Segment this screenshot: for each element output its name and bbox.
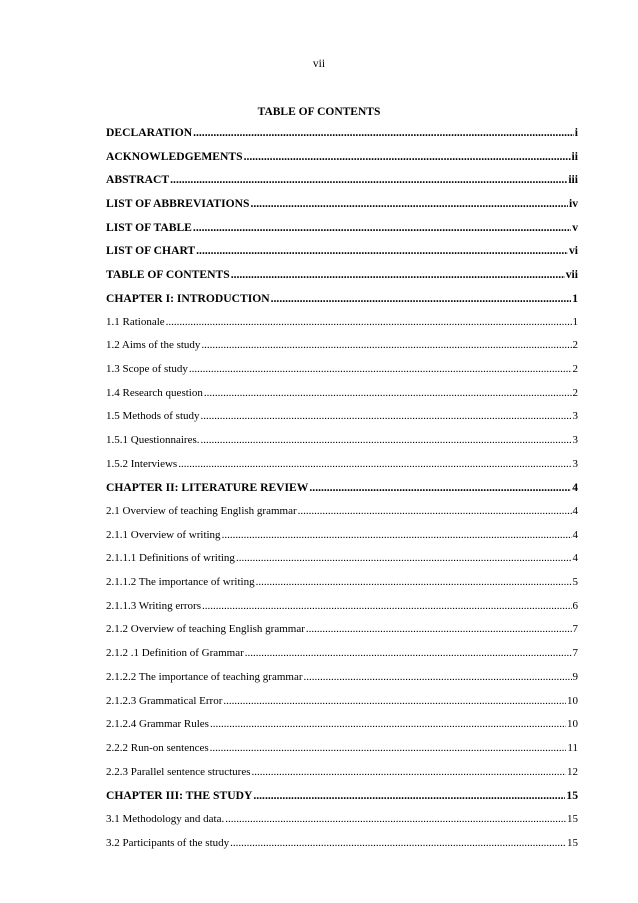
toc-entry-label: CHAPTER II: LITERATURE REVIEW xyxy=(106,481,309,495)
toc-entry-page-number: 4 xyxy=(572,505,578,517)
toc-entry-page-number: vii xyxy=(565,268,578,282)
toc-entry-page-number: 1 xyxy=(572,291,578,305)
toc-entry-label: 2.2.3 Parallel sentence structures xyxy=(106,765,251,778)
toc-entry-page-number: 10 xyxy=(567,694,578,707)
toc-entry xyxy=(106,642,578,666)
toc-entry-page-number: 2 xyxy=(572,362,578,375)
toc-entry xyxy=(106,784,578,808)
dot-leader xyxy=(245,642,572,666)
toc-entry-page-number: 2 xyxy=(572,339,578,352)
toc-entry xyxy=(106,382,578,406)
dot-leader xyxy=(256,571,572,595)
toc-entry-label: 2.1.2.3 Grammatical Error xyxy=(106,694,223,707)
toc-entry xyxy=(106,476,578,500)
dot-leader xyxy=(251,761,566,785)
dot-leader xyxy=(178,453,571,477)
toc-entry xyxy=(106,121,578,145)
toc-entry-page-number: 9 xyxy=(572,670,578,683)
toc-entry-label: CHAPTER I: INTRODUCTION xyxy=(106,291,270,305)
toc-entry xyxy=(106,500,578,524)
toc-entry-label: ABSTRACT xyxy=(106,173,170,187)
toc-entry-page-number: 6 xyxy=(572,599,578,612)
toc-entry xyxy=(106,524,578,548)
toc-entry-label: 2.1.1.3 Writing errors xyxy=(106,599,201,612)
toc-entry xyxy=(106,595,578,619)
dot-leader xyxy=(201,405,572,429)
toc-entry xyxy=(106,216,578,240)
dot-leader xyxy=(201,334,571,358)
toc-entry-label: 1.3 Scope of study xyxy=(106,362,188,375)
toc-entry xyxy=(106,713,578,737)
toc-entry-page-number: 11 xyxy=(567,741,578,754)
toc-entry-page-number: 7 xyxy=(572,647,578,660)
toc-entry-page-number: 10 xyxy=(567,718,578,731)
dot-leader xyxy=(222,524,572,548)
dot-leader xyxy=(223,690,566,714)
dot-leader xyxy=(210,737,567,761)
dot-leader xyxy=(298,500,572,524)
dot-leader xyxy=(309,476,571,500)
toc-entry-page-number: 3 xyxy=(572,433,578,446)
toc-entry xyxy=(106,287,578,311)
toc-entry xyxy=(106,571,578,595)
toc-entry-label: TABLE OF CONTENTS xyxy=(106,268,230,282)
dot-leader xyxy=(196,239,568,263)
toc-entry xyxy=(106,666,578,690)
toc-entry-page-number: 2 xyxy=(572,386,578,399)
toc-entry-page-number: iv xyxy=(568,197,578,211)
toc-entry-page-number: 15 xyxy=(567,812,578,825)
toc-entry-label: 2.1.1.2 The importance of writing xyxy=(106,576,255,589)
toc-entry xyxy=(106,334,578,358)
toc-entry xyxy=(106,429,578,453)
toc-entry-page-number: ii xyxy=(571,149,578,163)
dot-leader xyxy=(210,713,566,737)
toc-entry-label: CHAPTER III: THE STUDY xyxy=(106,789,253,803)
toc-entry xyxy=(106,192,578,216)
toc-entry-label: 3.2 Participants of the study xyxy=(106,836,230,849)
toc-entry xyxy=(106,690,578,714)
dot-leader xyxy=(225,808,566,832)
toc-entry-label: 1.5 Methods of study xyxy=(106,410,200,423)
toc-entry xyxy=(106,311,578,335)
toc-entry-label: LIST OF ABBREVIATIONS xyxy=(106,197,250,211)
toc-entry-page-number: vi xyxy=(568,244,578,258)
table-of-contents-list xyxy=(106,121,578,855)
toc-entry-label: 1.5.1 Questionnaires. xyxy=(106,433,200,446)
toc-entry xyxy=(106,737,578,761)
toc-entry xyxy=(106,453,578,477)
dot-leader xyxy=(306,618,572,642)
toc-entry-label: LIST OF TABLE xyxy=(106,220,192,234)
dot-leader xyxy=(170,168,567,192)
dot-leader xyxy=(236,547,572,571)
toc-entry xyxy=(106,168,578,192)
dot-leader xyxy=(253,784,565,808)
toc-entry-page-number: 3 xyxy=(572,410,578,423)
toc-entry-label: ACKNOWLEDGEMENTS xyxy=(106,149,243,163)
toc-entry-page-number: 4 xyxy=(572,481,578,495)
toc-entry-label: 2.1.2.2 The importance of teaching grammar xyxy=(106,670,303,683)
toc-entry-page-number: 1 xyxy=(572,315,578,328)
dot-leader xyxy=(193,216,571,240)
toc-entry-page-number: 12 xyxy=(567,765,578,778)
toc-entry-page-number: v xyxy=(572,220,578,234)
toc-entry-label: 2.1.1.1 Definitions of writing xyxy=(106,552,235,565)
toc-entry-label: 2.1.2 .1 Definition of Grammar xyxy=(106,647,244,660)
toc-entry xyxy=(106,618,578,642)
toc-entry-label: LIST OF CHART xyxy=(106,244,196,258)
toc-entry xyxy=(106,808,578,832)
toc-entry-label: 2.1.2 Overview of teaching English grammar xyxy=(106,623,305,636)
toc-entry-page-number: i xyxy=(574,126,578,139)
toc-entry-label: 2.2.2 Run-on sentences xyxy=(106,741,209,754)
toc-entry xyxy=(106,263,578,287)
toc-entry-page-number: 4 xyxy=(572,552,578,565)
toc-entry-page-number: 15 xyxy=(566,789,578,803)
toc-entry-label: 1.2 Aims of the study xyxy=(106,339,201,352)
toc-entry xyxy=(106,832,578,856)
toc-entry-label: 2.1 Overview of teaching English grammar xyxy=(106,505,297,517)
dot-leader xyxy=(189,358,572,382)
toc-entry xyxy=(106,239,578,263)
page-title: TABLE OF CONTENTS xyxy=(257,106,381,118)
dot-leader xyxy=(271,287,572,311)
toc-entry-page-number: 4 xyxy=(572,528,578,541)
toc-entry-label: 2.1.1 Overview of writing xyxy=(106,528,221,541)
toc-entry-label: DECLARATION xyxy=(106,126,193,139)
dot-leader xyxy=(193,121,574,145)
dot-leader xyxy=(204,382,572,406)
dot-leader xyxy=(166,311,572,335)
dot-leader xyxy=(244,145,571,169)
toc-entry xyxy=(106,358,578,382)
toc-entry-page-number: iii xyxy=(568,173,578,187)
page-number: vii xyxy=(312,58,326,70)
toc-entry-label: 1.4 Research question xyxy=(106,386,203,399)
dot-leader xyxy=(231,263,565,287)
toc-entry xyxy=(106,761,578,785)
dot-leader xyxy=(304,666,572,690)
dot-leader xyxy=(230,832,566,856)
toc-entry-page-number: 7 xyxy=(572,623,578,636)
dot-leader xyxy=(202,595,572,619)
toc-entry-label: 2.1.2.4 Grammar Rules xyxy=(106,718,209,731)
dot-leader xyxy=(200,429,571,453)
toc-entry xyxy=(106,547,578,571)
toc-entry-page-number: 3 xyxy=(572,457,578,470)
toc-entry xyxy=(106,405,578,429)
toc-entry-label: 1.1 Rationale xyxy=(106,315,165,328)
toc-entry-label: 3.1 Methodology and data. xyxy=(106,812,225,825)
toc-entry-label: 1.5.2 Interviews xyxy=(106,457,178,470)
toc-entry-page-number: 15 xyxy=(567,836,578,849)
dot-leader xyxy=(250,192,568,216)
toc-entry-page-number: 5 xyxy=(572,576,578,589)
toc-entry xyxy=(106,145,578,169)
